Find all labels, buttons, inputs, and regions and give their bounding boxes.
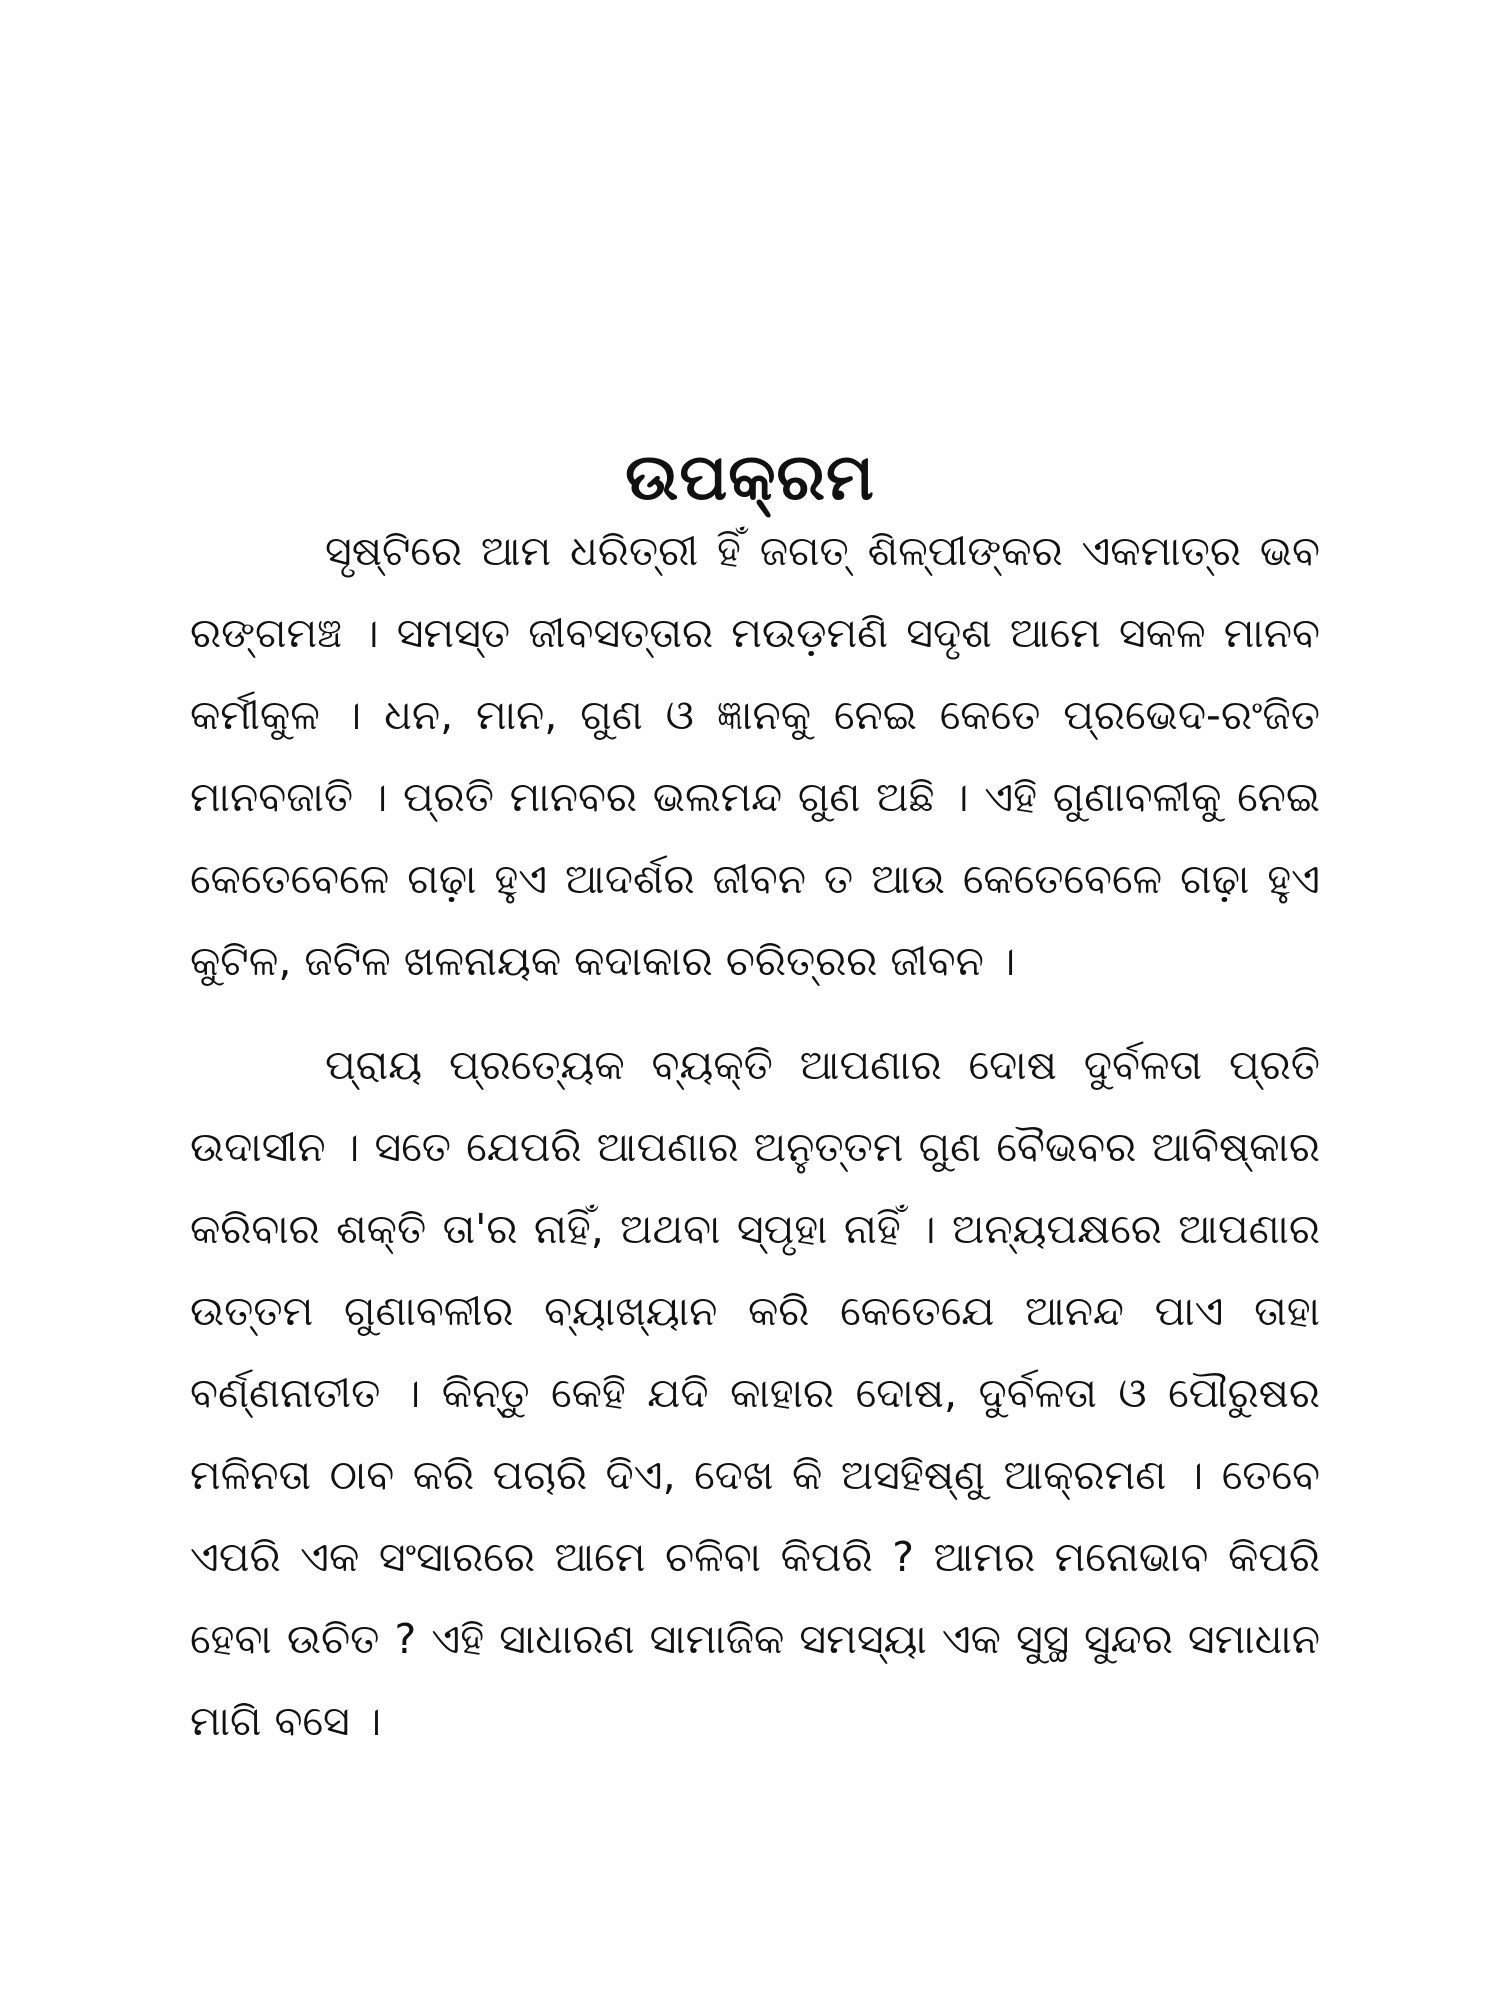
- page-title: ଉପକ୍ରମ: [625, 440, 875, 515]
- body-text: [190, 510, 1320, 1762]
- paragraph-2: ପ୍ରାୟ ପ୍ରତ୍ୟେକ ବ୍ୟକ୍ତି ଆପଣାର ଦୋଷ ଦୁର୍ବଳତା ପ୍ରତି ଉଦାସୀନ । ସତେ ଯେପରି ଆପଣାର ଅନୁତ୍ତମ ଗୁଣ ବୈଭବର ଆବିଷ୍କାର କରିବାର ଶକ୍ତି ତା'ର ନାହିଁ, ଅଥବା ସ୍ପୃହା ନାହିଁ । ଅନ୍ୟପକ୍ଷରେ ଆପଣାର ଉତ୍ତମ ଗୁଣାବଳୀର ବ୍ୟାଖ୍ୟାନ କରି କେତେଯେ ଆନନ୍ଦ ପାଏ ତାହା ବର୍ଣ୍ଣନାତୀତ । କିନ୍ତୁ କେହି ଯଦି କାହାର ଦୋଷ, ଦୁର୍ବଳତା ଓ ପୌରୁଷର ମଳିନତା ଠାବ କରି ପଚାରି ଦିଏ, ଦେଖ କି ଅସହିଷ୍ଣୁ ଆକ୍ରମଣ । ତେବେ ଏପରି ଏକ ସଂସାରରେ ଆମେ ଚଳିବା କିପରି ? ଆମର ମନୋଭାବ କିପରି ହେବା ଉଚିତ ? ଏହି ସାଧାରଣ ସାମାଜିକ ସମସ୍ୟା ଏକ ସୁସ୍ଥ ସୁନ୍ଦର ସମାଧାନ ମାଗି ବସେ ।: [190, 1041, 1320, 1745]
- paragraph-1: ସୃଷ୍ଟିରେ ଆମ ଧରିତ୍ରୀ ହିଁ ଜଗତ୍ ଶିଳ୍ପୀଙ୍କର ଏକମାତ୍ର ଭବ ରଙ୍ଗମଞ୍ଚ । ସମସ୍ତ ଜୀବସତ୍ତାର ମଉଡ଼ମଣି ସଦୃଶ ଆମେ ସକଳ ମାନବ କର୍ମୀକୁଳ । ଧନ, ମାନ, ଗୁଣ ଓ ଜ୍ଞାନକୁ ନେଇ କେତେ ପ୍ରଭେଦ-ରଂଜିତ ମାନବଜାତି । ପ୍ରତି ମାନବର ଭଲମନ୍ଦ ଗୁଣ ଅଛି । ଏହି ଗୁଣାବଳୀକୁ ନେଇ କେତେବେଳେ ଗଢ଼ା ହୁଏ ଆଦର୍ଶର ଜୀବନ ତ ଆଉ କେତେବେଳେ ଗଢ଼ା ହୁଏ କୁଟିଳ, ଜଟିଳ ଖଳନାୟକ କଦାକାର ଚରିତ୍ରର ଜୀବନ ।: [190, 527, 1320, 985]
